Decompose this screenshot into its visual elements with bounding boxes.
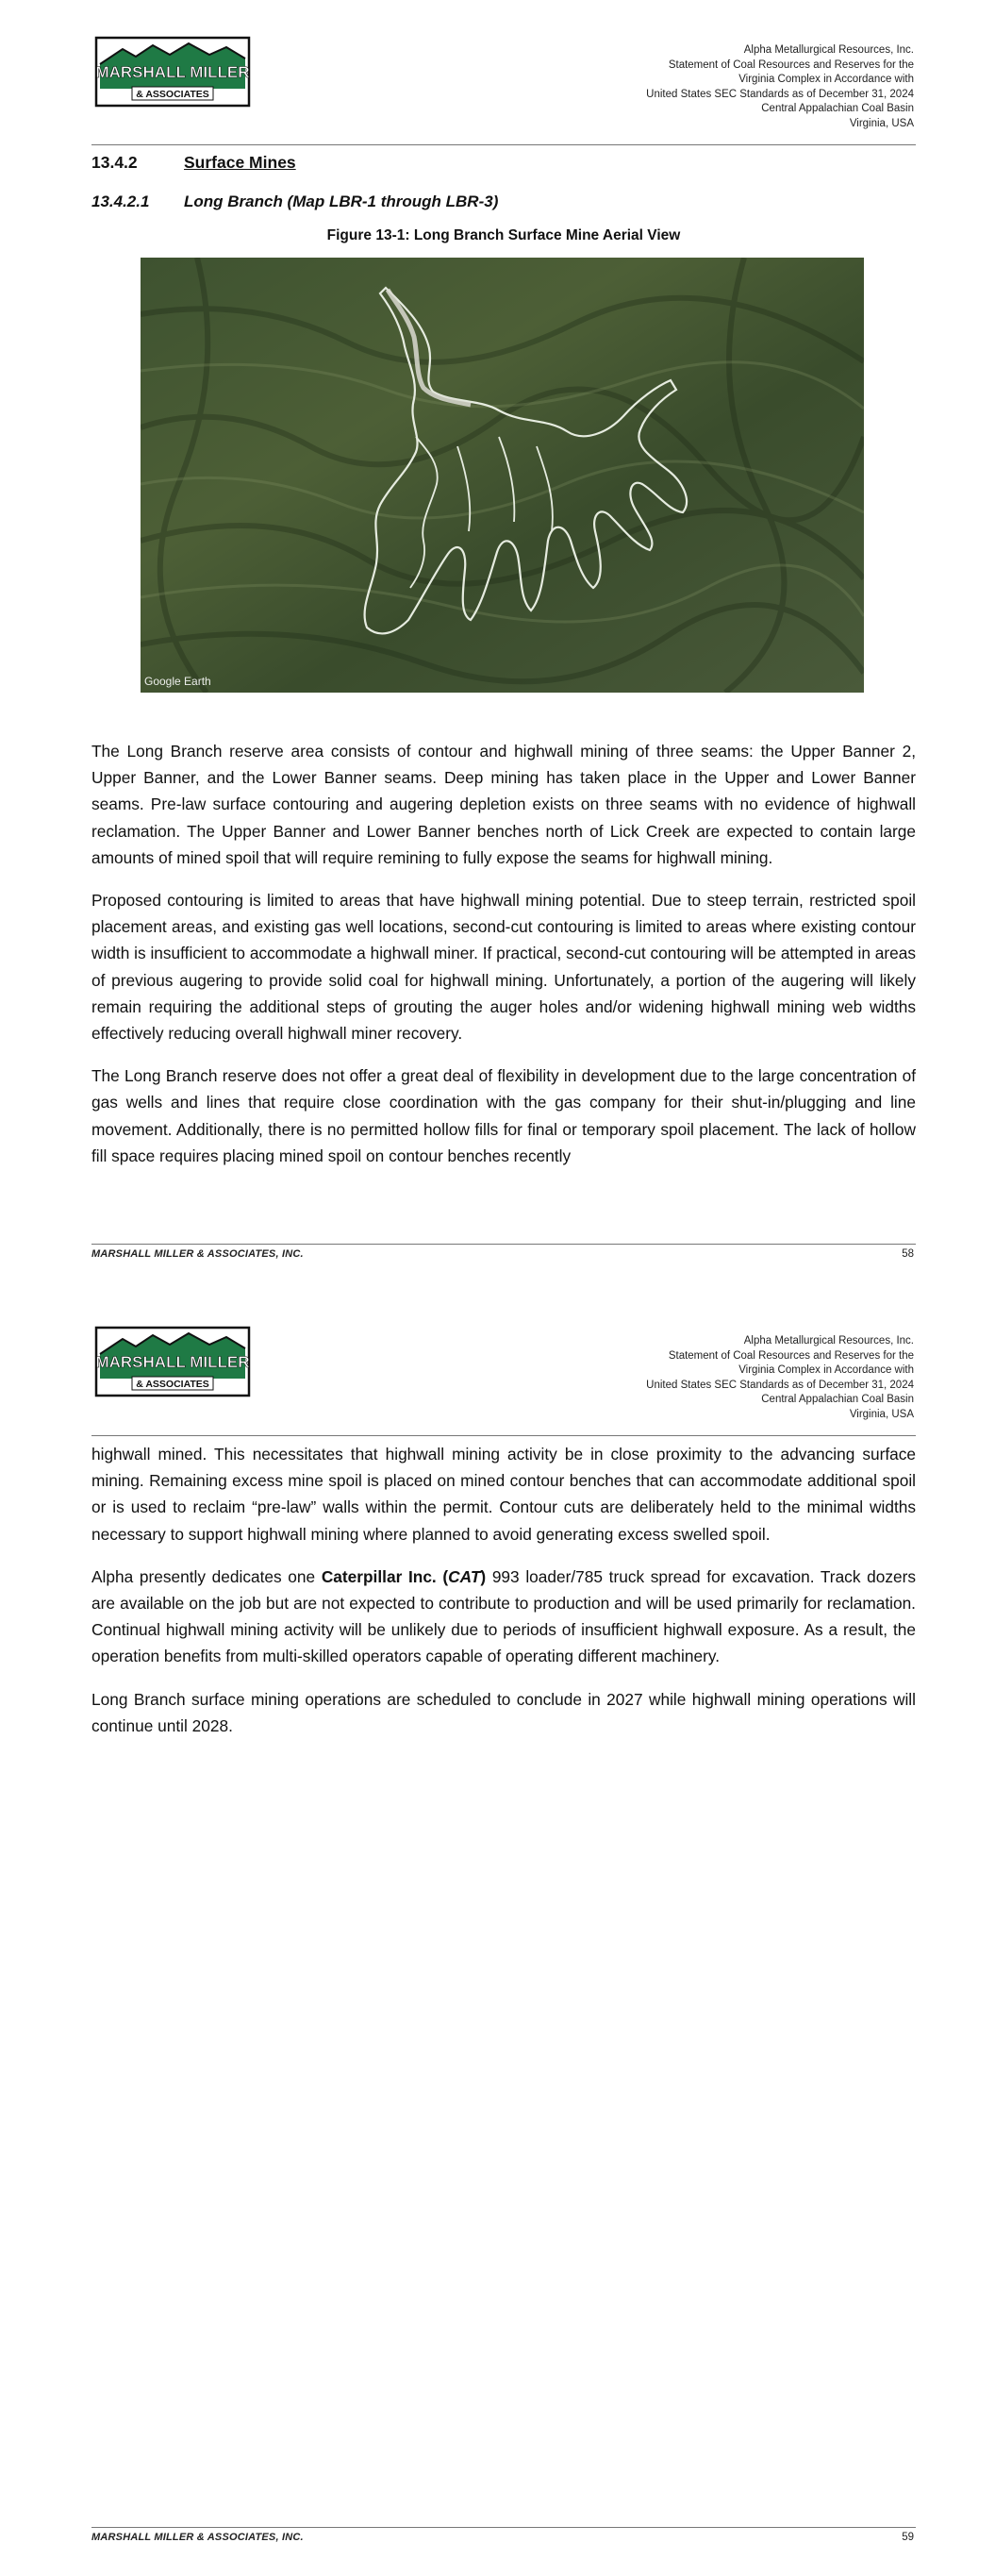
svg-text:& ASSOCIATES: & ASSOCIATES [136,1379,209,1390]
document-header [646,43,914,131]
header-line: Central Appalachian Coal Basin [761,1394,914,1405]
page-number: 58 [902,1248,914,1260]
section-number: 13.4.2 [91,153,138,172]
paragraph: The Long Branch reserve area consists of contour and highwall mining of three seams: the Upper Banner 2, Upper Banner, and the Lower Banner seams. Deep mining has taken place in the Upper and Lower Banner seams. Pre-law surface contouring and augering depletion exists on three seams with no evidence of highwall reclamation. The Upper Banner and Lower Banner benches north of Lick Creek are expected to contain large amounts of mined spoil that will require remining to fully expose the seams for highwall mining. [91,742,916,867]
subsection-number: 13.4.2.1 [91,192,150,210]
header-line: Virginia Complex in Accordance with [738,74,914,85]
company-name: Caterpillar Inc. ( [321,1566,449,1586]
photo-credit: Google Earth [144,675,211,688]
page-number: 59 [902,2532,914,2543]
section-title: Surface Mines [184,153,296,172]
header-rule [91,144,916,145]
body-text [91,1441,916,1755]
document-header [646,1334,914,1422]
paragraph: Proposed contouring is limited to areas that have highwall mining potential. Due to steep terrain, restricted spoil placement areas, and existing gas well locations, second-cut contouring is limited to areas where existing contour width is insufficient to accommodate a highwall miner. If practical, second-cut contouring will be attempted in areas of previous augering to provide solid coal for highwall mining. Unfortunately, a portion of the augering will likely remain requiring the additional steps of grouting the auger holes and/or widening highwall mining web widths effectively reducing overall highwall miner recovery. [91,891,916,1044]
paragraph [91,1564,916,1670]
header-line: Alpha Metallurgical Resources, Inc. [743,44,914,56]
body-text [91,738,916,1185]
header-line: Virginia Complex in Accordance with [738,1364,914,1376]
paragraph: The Long Branch reserve does not offer a great deal of flexibility in development due to the large concentration of gas wells and lines that require close coordination with the gas company for their shut-in/plugging and line movement. Additionally, there is no permitted hollow fills for final or temporary spoil placement. The lack of hollow fill space requires placing mined spoil on contour benches recently [91,1066,916,1165]
paragraph: highwall mined. This necessitates that highwall mining activity be in close proximity to the advancing surface mining. Remaining excess mine spoil is placed on mined contour benches that can accommodate additional spoil or is used to reclaim “pre-law” walls within the permit. Contour cuts are deliberately held to the minimal widths necessary to support highwall mining where planned to avoid generating excess swelled spoil. [91,1445,916,1544]
svg-text:MARSHALL MILLER: MARSHALL MILLER [95,1353,250,1371]
footer-rule [91,2527,916,2528]
header-line: Virginia, USA [849,1408,914,1420]
text-run: 993 loader/785 truck spread for excavation. Track dozers are available on the job but are not expected to contribute to production and will be used primarily for reclamation. Continual highwall mining activity will be unlikely due to periods of insufficient highwall exposure. As a result, the operation benefits from multi-skilled operators capable of operating different machinery. [91,1566,916,1666]
footer-company: MARSHALL MILLER & ASSOCIATES, INC. [91,2532,304,2543]
header-line: Central Appalachian Coal Basin [761,103,914,114]
header-line: United States SEC Standards as of December 31, 2024 [646,88,914,100]
company-logo [94,1326,251,1397]
subsection-title: Long Branch (Map LBR-1 through LBR-3) [184,192,499,210]
header-line: Statement of Coal Resources and Reserves for the [668,1349,914,1362]
svg-text:& ASSOCIATES: & ASSOCIATES [136,89,209,100]
company-abbrev: CAT [448,1566,481,1586]
paren-close: ) [480,1566,487,1586]
section-heading [91,153,296,173]
text-run: Alpha presently dedicates one [91,1566,322,1586]
subsection-heading [91,192,498,211]
company-logo [94,36,251,108]
svg-text:MARSHALL MILLER: MARSHALL MILLER [95,63,250,81]
footer-company: MARSHALL MILLER & ASSOCIATES, INC. [91,1248,304,1260]
figure-caption: Figure 13-1: Long Branch Surface Mine Aerial View [326,227,681,243]
header-rule [91,1435,916,1436]
header-line: Alpha Metallurgical Resources, Inc. [743,1335,914,1347]
header-line: United States SEC Standards as of December 31, 2024 [646,1379,914,1391]
page-59 [0,1288,995,2576]
paragraph: Long Branch surface mining operations are scheduled to conclude in 2027 while highwall mining operations will continue until 2028. [91,1689,916,1735]
aerial-photo [141,258,864,693]
footer-rule [91,1244,916,1245]
header-line: Statement of Coal Resources and Reserves for the [668,59,914,71]
header-line: Virginia, USA [849,117,914,129]
